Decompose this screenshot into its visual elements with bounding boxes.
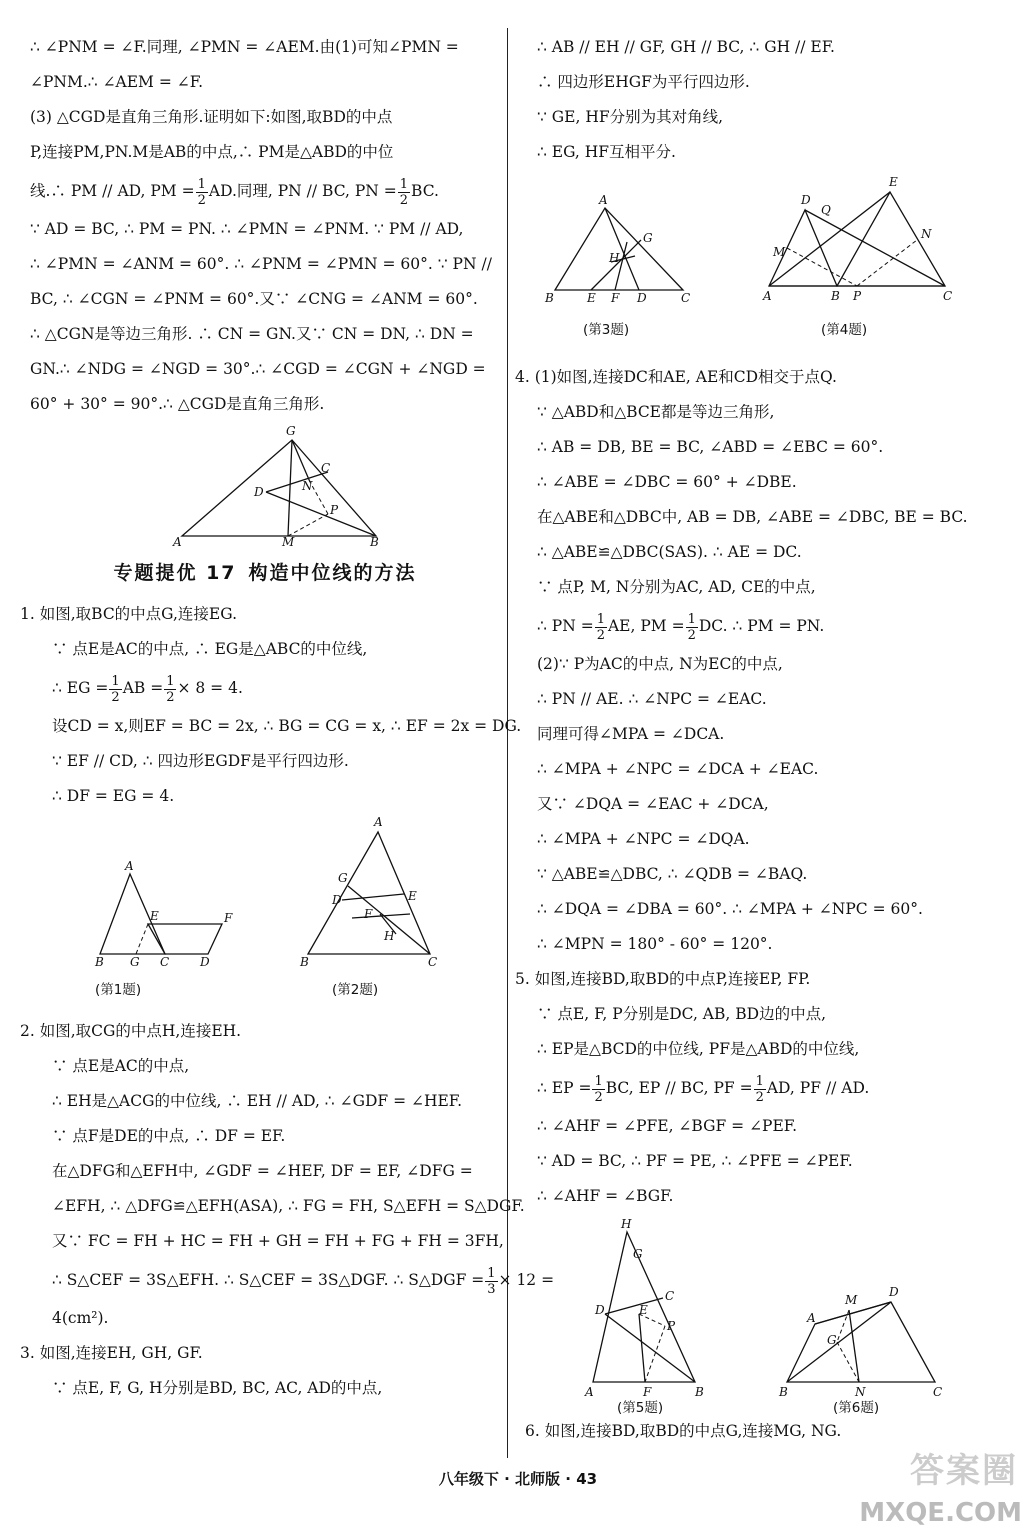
- svg-text:P: P: [667, 1319, 676, 1333]
- svg-text:G: G: [286, 424, 296, 438]
- text-line: ∴ △ABE≌△DBC(SAS). ∴ AE = DC.: [537, 543, 802, 561]
- figure-caption: (第3题): [583, 322, 630, 338]
- svg-text:C: C: [933, 1385, 943, 1399]
- text-line: ∵ 点F是DE的中点, ∴ DF = EF.: [52, 1127, 286, 1145]
- watermark-logo: 答案圈: [910, 1451, 1018, 1491]
- text-line: 又∵ ∠DQA = ∠EAC + ∠DCA,: [537, 795, 769, 813]
- text-line-fraction: ∴ EG = $\frac{1}{2}$ AB = $\frac{1}{2}$ × 8 = 4.: [52, 673, 243, 705]
- text-line: 在△ABE和△DBC中, AB = DB, ∠ABE = ∠DBC, BE = BC.: [537, 508, 968, 526]
- svg-text:G: G: [130, 955, 140, 969]
- text-line: ∵ AD = BC, ∴ PF = PE, ∴ ∠PFE = ∠PEF.: [537, 1152, 853, 1170]
- text-line: ∠PNM.∴ ∠AEM = ∠F.: [30, 73, 204, 91]
- text-line: ∵ 点E是AC的中点, ∴ EG是△ABC的中位线,: [52, 640, 368, 658]
- text-line: ∴ ∠MPA + ∠NPC = ∠DQA.: [537, 830, 750, 848]
- svg-text:D: D: [332, 893, 342, 907]
- text-line: ∴ AB // EH // GF, GH // BC, ∴ GH // EF.: [537, 38, 835, 56]
- svg-text:D: D: [889, 1285, 899, 1299]
- text-line: ∴ DF = EG = 4.: [52, 787, 175, 805]
- text-line: ∴ ∠AHF = ∠PFE, ∠BGF = ∠PEF.: [537, 1117, 798, 1135]
- svg-text:F: F: [364, 907, 373, 921]
- text-line: 5. 如图,连接BD,取BD的中点P,连接EP, FP.: [515, 970, 811, 988]
- svg-text:A: A: [125, 859, 134, 873]
- text-line: ∴ ∠AHF = ∠BGF.: [537, 1187, 674, 1205]
- text-line-fraction: 线.∴ PM // AD, PM = $\frac{1}{2}$ AD.同理, PN // BC, PN = $\frac{1}{2}$ BC.: [30, 176, 439, 208]
- text-line: ∴ △CGN是等边三角形. ∴ CN = GN.又∵ CN = DN, ∴ DN =: [30, 325, 474, 343]
- svg-text:M: M: [773, 245, 786, 259]
- text-line: ∴ EG, HF互相平分.: [537, 143, 676, 161]
- text-line: P,连接PM,PN.M是AB的中点,∴ PM是△ABD的中位: [30, 143, 394, 161]
- figures-5-6: [515, 1214, 1010, 1414]
- figure-caption: (第4题): [821, 322, 868, 338]
- svg-text:G: G: [633, 1247, 643, 1261]
- text-line: 又∵ FC = FH + HC = FH + GH = FH + FG + FH = 3FH,: [52, 1232, 504, 1250]
- svg-text:G: G: [643, 231, 653, 245]
- text-line: (3) △CGD是直角三角形.证明如下:如图,取BD的中点: [30, 108, 393, 126]
- svg-text:D: D: [801, 193, 811, 207]
- svg-text:E: E: [587, 291, 596, 305]
- figure-cgd: [30, 422, 500, 547]
- text-line: ∴ AB = DB, BE = BC, ∠ABD = ∠EBC = 60°.: [537, 438, 884, 456]
- text-line: ∴ 四边形EHGF为平行四边形.: [537, 73, 750, 91]
- text-line: ∵ 点E是AC的中点,: [52, 1057, 190, 1075]
- svg-text:G: G: [338, 871, 348, 885]
- text-line: 3. 如图,连接EH, GH, GF.: [20, 1344, 203, 1362]
- text-line: GN.∴ ∠NDG = ∠NGD = 30°.∴ ∠CGD = ∠CGN + ∠NGD =: [30, 360, 486, 378]
- svg-text:D: D: [637, 291, 647, 305]
- svg-text:N: N: [302, 479, 313, 493]
- svg-text:E: E: [408, 889, 417, 903]
- svg-text:A: A: [585, 1385, 594, 1399]
- text-line: ∴ EH是△ACG的中位线, ∴ EH // AD, ∴ ∠GDF = ∠HEF.: [52, 1092, 463, 1110]
- svg-text:D: D: [200, 955, 210, 969]
- text-line: (2)∵ P为AC的中点, N为EC的中点,: [537, 655, 783, 673]
- svg-text:C: C: [321, 461, 331, 475]
- text-line: 6. 如图,连接BD,取BD的中点G,连接MG, NG.: [525, 1422, 842, 1440]
- text-line-fraction: ∴ EP = $\frac{1}{2}$ BC, EP // BC, PF = $\frac{1}{2}$ AD, PF // AD.: [537, 1073, 870, 1105]
- svg-text:B: B: [831, 289, 840, 303]
- text-line: ∴ ∠MPN = 180° - 60° = 120°.: [537, 935, 773, 953]
- svg-text:M: M: [282, 535, 295, 547]
- svg-text:B: B: [779, 1385, 788, 1399]
- text-line: 在△DFG和△EFH中, ∠GDF = ∠HEF, DF = EF, ∠DFG =: [52, 1162, 473, 1180]
- figure-caption: (第5题): [617, 1400, 664, 1416]
- svg-text:D: D: [254, 485, 264, 499]
- svg-text:H: H: [384, 929, 395, 943]
- svg-text:D: D: [595, 1303, 605, 1317]
- text-line: BC, ∴ ∠CGN = ∠PNM = 60°.又∵ ∠CNG = ∠ANM = 60°.: [30, 290, 478, 308]
- svg-text:A: A: [763, 289, 772, 303]
- text-line: ∴ EP是△BCD的中位线, PF是△ABD的中位线,: [537, 1040, 860, 1058]
- figures-3-4: [515, 170, 1010, 360]
- text-line: 1. 如图,取BC的中点G,连接EG.: [20, 605, 238, 623]
- svg-text:A: A: [173, 535, 182, 547]
- text-line: ∴ PN // AE. ∴ ∠NPC = ∠EAC.: [537, 690, 767, 708]
- triangle-diagram: [30, 422, 500, 547]
- svg-text:N: N: [855, 1385, 866, 1399]
- text-line: ∴ ∠PNM = ∠F.同理, ∠PMN = ∠AEM.由(1)可知∠PMN =: [30, 38, 459, 56]
- text-line: ∵ 点E, F, P分别是DC, AB, BD边的中点,: [537, 1005, 826, 1023]
- svg-text:Q: Q: [821, 203, 831, 217]
- svg-text:F: F: [643, 1385, 652, 1399]
- figure-caption: (第1题): [95, 982, 142, 998]
- text-line: ∴ ∠DQA = ∠DBA = 60°. ∴ ∠MPA + ∠NPC = 60°.: [537, 900, 923, 918]
- svg-text:F: F: [224, 911, 233, 925]
- figure-5-6-diagram: [515, 1214, 1010, 1414]
- svg-text:A: A: [599, 193, 608, 207]
- text-line: ∠EFH, ∴ △DFG≌△EFH(ASA), ∴ FG = FH, S△EFH = S△DGF.: [52, 1197, 525, 1215]
- text-line: ∴ ∠MPA + ∠NPC = ∠DCA + ∠EAC.: [537, 760, 819, 778]
- text-line: ∵ △ABD和△BCE都是等边三角形,: [537, 403, 775, 421]
- svg-text:C: C: [665, 1289, 675, 1303]
- svg-text:M: M: [845, 1293, 858, 1307]
- svg-text:H: H: [621, 1217, 632, 1231]
- svg-text:C: C: [681, 291, 691, 305]
- text-line: 同理可得∠MPA = ∠DCA.: [537, 725, 725, 743]
- text-line: 60° + 30° = 90°.∴ △CGD是直角三角形.: [30, 395, 325, 413]
- text-line: ∵ EF // CD, ∴ 四边形EGDF是平行四边形.: [52, 752, 349, 770]
- text-line-fraction: ∴ PN = $\frac{1}{2}$ AE, PM = $\frac{1}{2}$ DC. ∴ PM = PN.: [537, 611, 825, 643]
- svg-text:A: A: [807, 1311, 816, 1325]
- svg-text:B: B: [95, 955, 104, 969]
- text-line: 设CD = x,则EF = BC = 2x, ∴ BG = CG = x, ∴ EF = 2x = DG.: [52, 717, 522, 735]
- page-footer: 八年级下 · 北师版 · 43: [438, 1470, 598, 1488]
- text-line: ∵ AD = BC, ∴ PM = PN. ∴ ∠PMN = ∠PNM. ∵ PM // AD,: [30, 220, 464, 238]
- svg-text:B: B: [695, 1385, 704, 1399]
- svg-text:F: F: [611, 291, 620, 305]
- text-line-fraction: ∴ S△CEF = 3S△EFH. ∴ S△CEF = 3S△DGF. ∴ S△DGF = $\frac{1}{3}$ × 12 =: [52, 1265, 555, 1297]
- section-title: 专题提优 17 构造中位线的方法: [113, 562, 417, 584]
- figures-1-2: [30, 814, 500, 1014]
- watermark-url: MXQE.COM: [859, 1498, 1022, 1528]
- text-line: 4. (1)如图,连接DC和AE, AE和CD相交于点Q.: [515, 368, 837, 386]
- svg-text:E: E: [639, 1303, 648, 1317]
- svg-text:C: C: [943, 289, 953, 303]
- svg-text:A: A: [374, 815, 383, 829]
- figure-caption: (第2题): [332, 982, 379, 998]
- text-line: 2. 如图,取CG的中点H,连接EH.: [20, 1022, 242, 1040]
- svg-text:B: B: [545, 291, 554, 305]
- svg-text:E: E: [889, 175, 898, 189]
- svg-text:B: B: [370, 535, 379, 547]
- svg-text:H: H: [609, 251, 620, 265]
- text-line: ∴ ∠ABE = ∠DBC = 60° + ∠DBE.: [537, 473, 797, 491]
- text-line: ∵ GE, HF分别为其对角线,: [537, 108, 724, 126]
- svg-text:N: N: [921, 227, 932, 241]
- svg-text:B: B: [300, 955, 309, 969]
- svg-text:C: C: [428, 955, 438, 969]
- text-line: 4(cm²).: [52, 1309, 109, 1327]
- text-line: ∵ △ABE≌△DBC, ∴ ∠QDB = ∠BAQ.: [537, 865, 808, 883]
- left-column: [20, 30, 555, 1406]
- text-line: ∵ 点E, F, G, H分别是BD, BC, AC, AD的中点,: [52, 1379, 383, 1397]
- svg-text:E: E: [150, 909, 159, 923]
- svg-text:C: C: [160, 955, 170, 969]
- figure-caption: (第6题): [833, 1400, 880, 1416]
- svg-text:P: P: [853, 289, 862, 303]
- svg-text:P: P: [330, 503, 339, 517]
- svg-text:G: G: [827, 1333, 837, 1347]
- right-column: [515, 30, 1010, 1449]
- text-line: ∵ 点P, M, N分别为AC, AD, CE的中点,: [537, 578, 816, 596]
- text-line: ∴ ∠PMN = ∠ANM = 60°. ∴ ∠PNM = ∠PMN = 60°. ∵ PN //: [30, 255, 492, 273]
